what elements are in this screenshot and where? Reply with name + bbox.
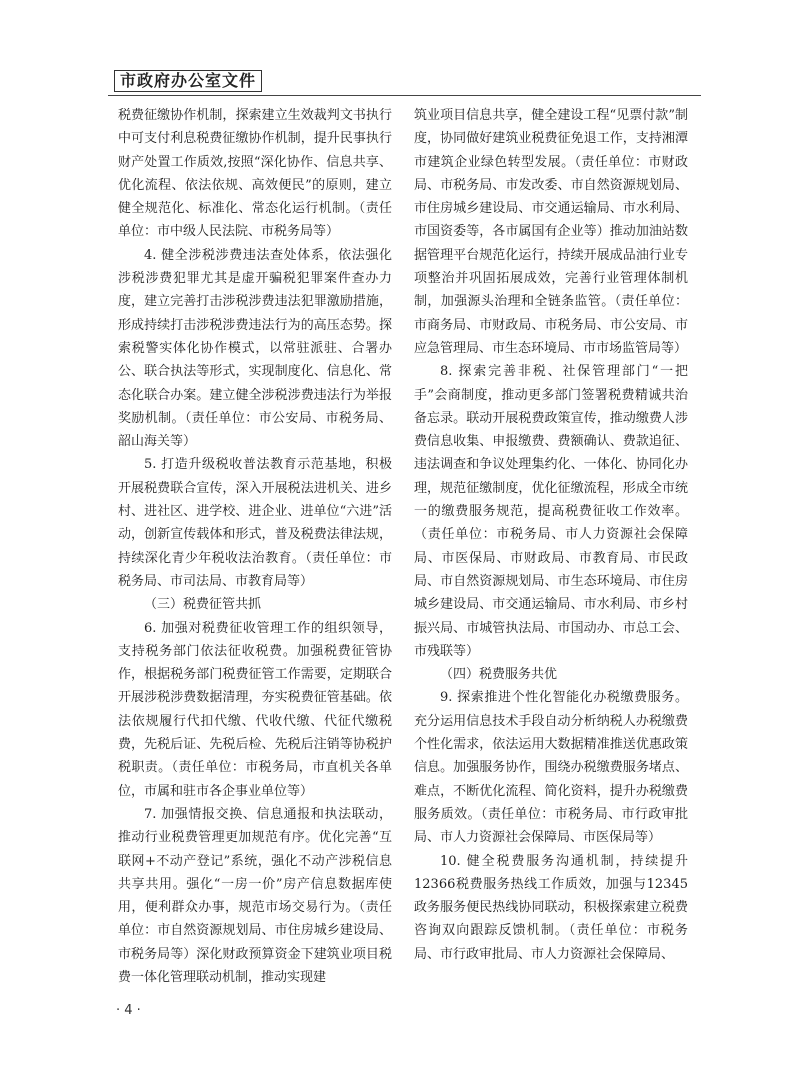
page-header [108, 70, 701, 100]
paragraph: 9. 探索推进个性化智能化办税缴费服务。充分运用信息技术手段自动分析纳税人办税缴费个性化需求，依法运用大数据精准推送优惠政策信息。加强服务协作，围绕办税缴费服务堵点、难点，不断优化流程、简化资料，提升办税缴费服务质效。（责任单位：市税务局、市行政审批局、市人力资源社会保障局、市医保局等） [414, 690, 688, 846]
right-column [414, 104, 688, 966]
section-heading: （四）税费服务共优 [440, 667, 558, 683]
paragraph: 4. 健全涉税涉费违法查处体系，依法强化涉税涉费犯罪尤其是虚开骗税犯罪案件查办力度，建立完善打击涉税涉费违法犯罪激励措施，形成持续打击涉税涉费违法行为的高压态势。探索税警实体化协作模式，以常驻派驻、合署办公、联合执法等形式，实现制度化、信息化、常态化联合办案。建立健全涉税涉费违法行为举报奖励机制。（责任单位：市公安局、市税务局、韶山海关等） [118, 247, 392, 450]
header-rule [108, 95, 701, 96]
section-heading: （三）税费征管共抓 [144, 597, 262, 613]
paragraph: 6. 加强对税费征收管理工作的组织领导，支持税务部门依法征收税费。加强税费征管协作，根据税务部门税费征管工作需要，定期联合开展涉税涉费数据清理，夯实税费征管基础。依法依规履行代扣代缴、代收代缴、代征代缴税费，先税后证、先税后检、先税后注销等协税护税职责。（责任单位：市税务局，市直机关各单位，市属和驻市各企事业单位等） [118, 620, 392, 799]
paragraph: 8. 探索完善非税、社保管理部门“一把手”会商制度，推动更多部门签署税费精诚共治备忘录。联动开展税费政策宣传，推动缴费人涉费信息收集、申报缴费、费额确认、费款追征、违法调查和争议处理集约化、一体化、协同化办理，规范征缴制度，优化征缴流程，形成全市统一的缴费服务规范，提高税费征收工作效率。（责任单位：市税务局、市人力资源社会保障局、市医保局、市财政局、市教育局、市民政局、市自然资源规划局、市生态环境局、市住房城乡建设局、市交通运输局、市水利局、市乡村振兴局、市城管执法局、市国动办、市总工会、市残联等） [414, 364, 688, 659]
paragraph: 7. 加强情报交换、信息通报和执法联动，推动行业税费管理更加规范有序。优化完善“互联网+不动产登记”系统，强化不动产涉税信息共享共用。强化“一房一价”房产信息数据库使用，便利群众办事，规范市场交易行为。（责任单位：市自然资源规划局、市住房城乡建设局、市税务局等）深化财政预算资金下建筑业项目税费一体化管理联动机制，推动实现建 [118, 806, 392, 985]
header-title: 市政府办公室文件 [114, 70, 262, 92]
page-number: · 4 · [116, 1003, 141, 1018]
paragraph: 5. 打造升级税收普法教育示范基地，积极开展税费联合宣传，深入开展税法进机关、进乡村、进社区、进学校、进企业、进单位“六进”活动，创新宣传载体和形式，普及税费法律法规，持续深化青少年税收法治教育。（责任单位：市税务局、市司法局、市教育局等） [118, 457, 392, 589]
paragraph: 筑业项目信息共享，健全建设工程“见票付款”制度，协同做好建筑业税费征免退工作，支持湘潭市建筑企业绿色转型发展。（责任单位：市财政局、市税务局、市发改委、市自然资源规划局、市住房城乡建设局、市交通运输局、市水利局、市国资委等，各市属国有企业等）推动加油站数据管理平台规范化运行，持续开展成品油行业专项整治并巩固拓展成效，完善行业管理体制机制，加强源头治理和全链条监管。（责任单位：市商务局、市财政局、市税务局、市公安局、市应急管理局、市生态环境局、市市场监管局等） [414, 108, 688, 356]
paragraph: 10. 健全税费服务沟通机制，持续提升12366税费服务热线工作质效，加强与12345政务服务便民热线协同联动，积极探索建立税费咨询双向跟踪反馈机制。（责任单位：市税务局、市行政审批局、市人力资源社会保障局、 [414, 853, 688, 962]
left-column [118, 104, 392, 989]
paragraph: 税费征缴协作机制，探索建立生效裁判文书执行中可支付利息税费征缴协作机制，提升民事执行财产处置工作质效,按照“深化协作、信息共享、优化流程、依法依规、高效便民”的原则，建立健全规范化、标准化、常态化运行机制。（责任单位：市中级人民法院、市税务局等） [118, 108, 392, 240]
